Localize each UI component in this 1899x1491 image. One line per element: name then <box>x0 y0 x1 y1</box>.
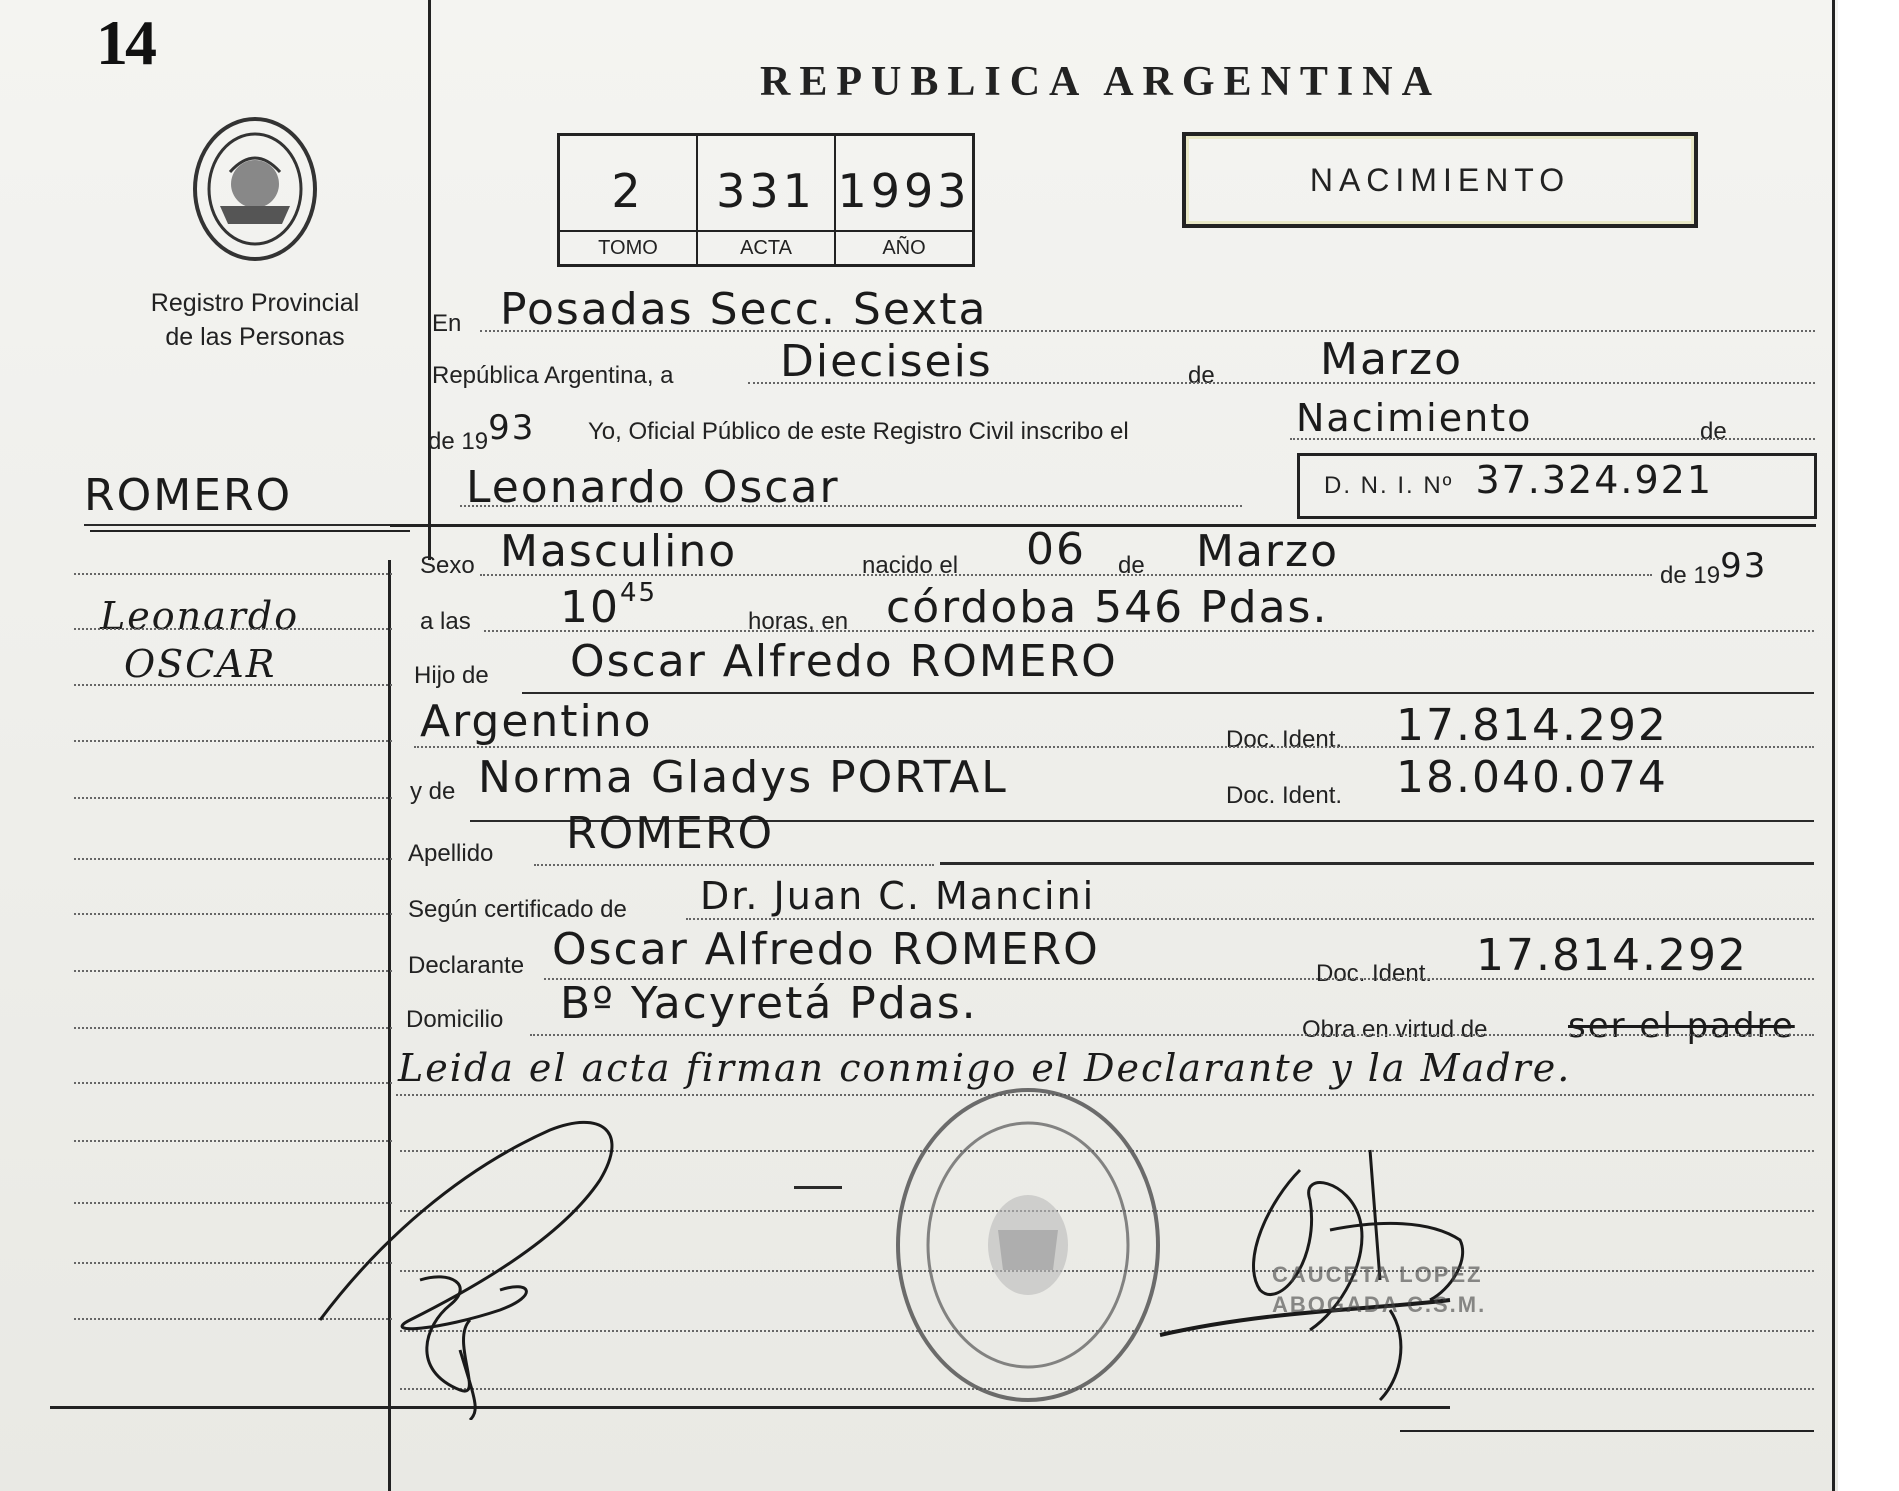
declarante-label: Declarante <box>408 952 525 979</box>
closing-statement: Leida el acta firman conmigo el Declarante y la Madre. <box>398 1046 1572 1090</box>
birth-year-prefix: de 19 <box>1660 562 1721 589</box>
officer-text: Yo, Oficial Público de este Registro Civil inscribo el <box>588 418 1129 445</box>
date-dotted-line <box>748 382 1815 384</box>
margin-surname-rule <box>84 524 404 526</box>
birth-year-suffix: 93 <box>1720 546 1768 586</box>
segun-label: Según certificado de <box>408 896 627 923</box>
acta-label: ACTA <box>698 230 834 264</box>
address-value: Bº Yacyretá Pdas. <box>560 978 978 1029</box>
mother-value: Norma Gladys PORTAL <box>478 752 1008 803</box>
margin-dotted-row <box>74 913 392 915</box>
margin-dotted-row <box>74 858 392 860</box>
certifier-dotted-line <box>686 918 1814 920</box>
margin-dotted-row <box>74 573 392 575</box>
father-doc-value: 17.814.292 <box>1396 700 1668 751</box>
officer-stamp-line-1: CAUCETA LOPEZ <box>1272 1262 1483 1287</box>
officer-stamp <box>1272 1260 1486 1320</box>
declarant-doc-value: 17.814.292 <box>1476 930 1748 981</box>
document-title: REPUBLICA ARGENTINA <box>760 59 1441 105</box>
margin-top-rule <box>90 530 410 532</box>
signature-dash <box>794 1186 842 1189</box>
father-value: Oscar Alfredo ROMERO <box>570 636 1118 687</box>
horas-label: horas, en <box>748 608 849 635</box>
birth-month-value: Marzo <box>1196 526 1340 577</box>
dni-box <box>1297 453 1817 519</box>
hour-value <box>560 578 658 633</box>
year-prefix: de 19 <box>428 428 489 455</box>
place-dotted-line <box>480 330 1815 332</box>
child-name-dotted-line <box>460 505 1242 507</box>
domicilio-label: Domicilio <box>406 1006 504 1033</box>
y-de-label: y de <box>410 778 456 805</box>
day-value: Dieciseis <box>780 336 993 387</box>
tomo-label: TOMO <box>560 230 696 264</box>
margin-dotted-row <box>74 797 392 799</box>
registry-line-2: de las Personas <box>165 323 345 351</box>
misiones-seal-icon <box>190 114 320 264</box>
left-column-divider <box>428 0 431 560</box>
ano-value: 1993 <box>837 164 971 218</box>
declarant-value: Oscar Alfredo ROMERO <box>552 924 1100 975</box>
official-seal-stamp <box>888 1080 1168 1410</box>
birth-de-label: de <box>1118 552 1145 579</box>
a-las-label: a las <box>420 608 471 635</box>
month-de-label: de <box>1188 362 1215 389</box>
acta-cell <box>698 136 836 264</box>
father-underline <box>522 692 1814 694</box>
surname-value: ROMERO <box>566 808 775 859</box>
certifier-value: Dr. Juan C. Mancini <box>700 874 1096 918</box>
hour: 10 <box>560 582 620 633</box>
dni-label: D. N. I. Nº <box>1324 472 1454 499</box>
tomo-value: 2 <box>611 164 645 218</box>
father-nationality-value: Argentino <box>420 696 653 747</box>
mother-doc-label: Doc. Ident. <box>1226 782 1343 809</box>
nationality-dotted-line <box>414 746 1814 748</box>
registry-line-1: Registro Provincial <box>150 289 360 317</box>
minutes: 45 <box>620 578 658 608</box>
sexo-label: Sexo <box>420 552 475 579</box>
registry-name <box>110 286 400 354</box>
birth-place-value: córdoba 546 Pdas. <box>886 582 1329 633</box>
margin-dotted-row <box>74 970 392 972</box>
year-prefix-label <box>428 408 536 458</box>
sex-value: Masculino <box>500 526 738 577</box>
en-label: En <box>432 310 462 337</box>
obra-value: ser el padre <box>1568 1006 1795 1046</box>
month-value: Marzo <box>1320 334 1464 385</box>
event-dotted-line <box>1290 438 1815 440</box>
republica-label: República Argentina, a <box>432 362 674 389</box>
birth-year-label <box>1660 546 1768 592</box>
declarant-signature <box>300 1090 680 1420</box>
officer-stamp-line-2: ABOGADA C.S.M. <box>1272 1292 1487 1317</box>
margin-surname: ROMERO <box>84 470 293 521</box>
father-doc-label: Doc. Ident. <box>1226 726 1343 753</box>
margin-dotted-row <box>74 740 392 742</box>
record-type: NACIMIENTO <box>1309 161 1571 198</box>
ano-label: AÑO <box>836 230 972 264</box>
hour-dotted-line <box>484 630 1814 632</box>
apellido-label: Apellido <box>408 840 494 867</box>
ano-cell <box>836 136 972 264</box>
margin-given-name-2: OSCAR <box>124 642 277 686</box>
nacido-label: nacido el <box>862 552 959 579</box>
bottom-rule-right <box>1400 1430 1814 1432</box>
margin-dotted-row <box>74 1027 392 1029</box>
address-dotted-line <box>530 1034 1814 1036</box>
margin-given-name-1: Leonardo <box>100 594 300 638</box>
right-page-edge <box>1832 0 1835 1491</box>
acta-value: 331 <box>716 164 816 218</box>
record-type-box <box>1182 132 1698 228</box>
year-suffix: 93 <box>488 408 536 448</box>
sex-dotted-line <box>480 574 1652 576</box>
hijo-label: Hijo de <box>414 662 489 689</box>
surname-underline <box>940 862 1814 865</box>
event-de-label: de <box>1700 418 1727 445</box>
birth-day-value: 06 <box>1026 524 1086 575</box>
surname-dotted-line <box>534 864 934 866</box>
event-value: Nacimiento <box>1296 396 1533 440</box>
dni-value: 37.324.921 <box>1475 458 1714 502</box>
margin-dotted-row <box>74 628 392 630</box>
tomo-cell <box>560 136 698 264</box>
page-number: 14 <box>96 7 154 78</box>
registration-box <box>557 133 975 267</box>
place-value: Posadas Secc. Sexta <box>500 284 988 335</box>
declarant-doc-label: Doc. Ident. <box>1316 960 1433 987</box>
child-name-value: Leonardo Oscar <box>466 462 840 513</box>
margin-dotted-row <box>74 1082 392 1084</box>
obra-label: Obra en virtud de <box>1302 1016 1488 1043</box>
mother-doc-value: 18.040.074 <box>1396 752 1668 803</box>
margin-dotted-row <box>74 684 392 686</box>
